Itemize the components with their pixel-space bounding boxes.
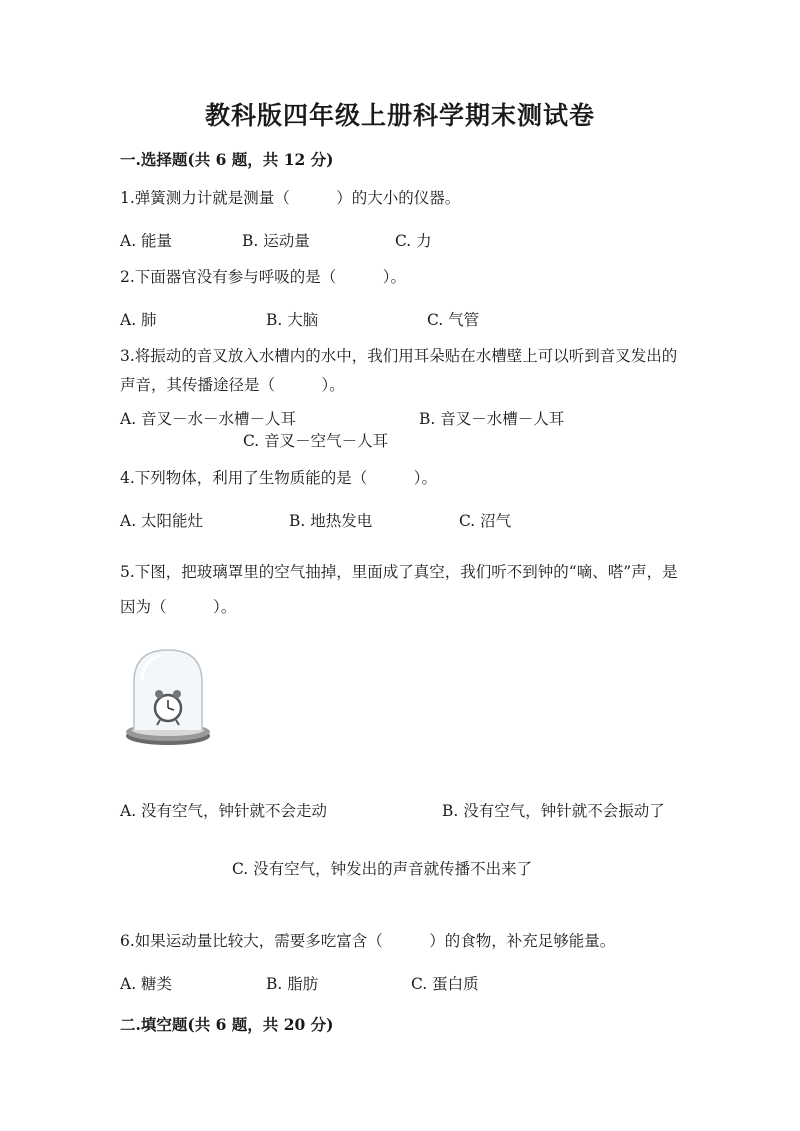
- question-6-text: 6.如果运动量比较大，需要多吃富含（ ）的食物，补充足够能量。: [120, 932, 616, 950]
- question-6-option-b: B. 脂肪: [266, 975, 319, 993]
- question-3-option-c: C. 音叉－空气－人耳: [243, 432, 389, 450]
- question-2-option-b: B. 大脑: [266, 311, 319, 329]
- clock-under-bell-jar-icon: [118, 640, 218, 752]
- question-1-option-b: B. 运动量: [242, 232, 310, 250]
- question-3-option-b: B. 音叉－水槽－人耳: [419, 410, 565, 428]
- question-2-option-a: A. 肺: [120, 311, 157, 329]
- question-4-option-a: A. 太阳能灶: [120, 512, 204, 530]
- question-1-option-c: C. 力: [395, 232, 432, 250]
- question-5-option-b: B. 没有空气，钟针就不会振动了: [442, 802, 665, 820]
- question-3-text: 3.将振动的音叉放入水槽内的水中，我们用耳朵贴在水槽壁上可以听到音叉发出的声音，其传播途径是（ ）。: [120, 347, 678, 394]
- question-4-option-c: C. 沼气: [459, 512, 512, 530]
- section-heading-choice: 一.选择题(共 6 题，共 12 分): [120, 150, 334, 169]
- question-3-option-a: A. 音叉－水－水槽－人耳: [120, 410, 297, 428]
- question-5-text: 5.下图，把玻璃罩里的空气抽掉，里面成了真空，我们听不到钟的“嘀、嗒”声，是因为（ ）。: [120, 563, 678, 616]
- question-6-option-c: C. 蛋白质: [411, 975, 479, 993]
- question-2-option-c: C. 气管: [427, 311, 480, 329]
- question-6-option-a: A. 糖类: [120, 975, 173, 993]
- question-5-option-c: C. 没有空气，钟发出的声音就传播不出来了: [232, 860, 533, 878]
- question-4-option-b: B. 地热发电: [289, 512, 373, 530]
- question-1-text: 1.弹簧测力计就是测量（ ）的大小的仪器。: [120, 189, 461, 207]
- question-1-option-a: A. 能量: [120, 232, 173, 250]
- question-5-option-a: A. 没有空气，钟针就不会走动: [120, 802, 328, 820]
- question-4-text: 4.下列物体，利用了生物质能的是（ ）。: [120, 469, 438, 487]
- page-title: 教科版四年级上册科学期末测试卷: [204, 101, 595, 130]
- section-heading-fill-in: 二.填空题(共 6 题，共 20 分): [120, 1015, 334, 1034]
- question-2-text: 2.下面器官没有参与呼吸的是（ ）。: [120, 268, 407, 286]
